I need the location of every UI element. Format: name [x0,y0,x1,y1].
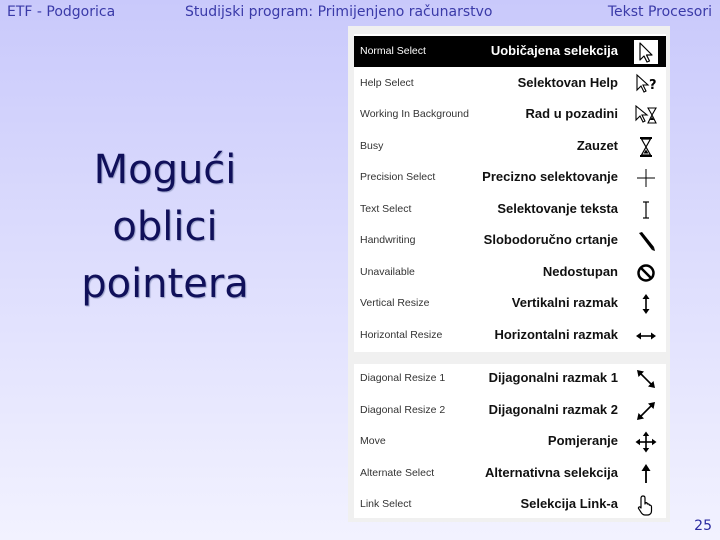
pointer-row [354,288,666,319]
pointer-label: Selektovan Help [517,74,618,90]
pointer-name-en: Alternate Select [360,466,435,479]
pointer-list [354,34,666,518]
pointer-row [354,363,666,394]
pointer-label: Precizno selektovanje [482,169,618,184]
pointer-row [354,426,666,457]
pointer-name-en: Move [360,435,386,447]
crosshair-icon [634,166,658,190]
pointer-name-en: Unavailable [360,265,415,278]
working-background-icon [634,103,658,127]
pointer-name-en: Vertical Resize [360,297,430,309]
slide-title [40,142,290,313]
i-beam-icon [634,198,658,222]
pointer-row [354,194,666,225]
pointer-list-panel [348,26,670,522]
header-program: Studijski program: Primijenjeno računarstvo [185,4,493,20]
pointer-label: Pomjeranje [547,433,618,448]
pointer-name-en: Normal Select [360,45,426,57]
pointer-name-en: Help Select [360,76,414,89]
pointer-label: Uobičajena selekcija [490,43,618,58]
hand-pointer-icon [634,493,658,517]
header-institution: ETF - Podgorica [7,4,116,20]
horizontal-resize-icon [634,324,658,348]
pointer-name-en: Handwriting [360,234,416,246]
header-topic: Tekst Procesori [607,4,712,20]
title-line-3: pointera [81,261,249,307]
pointer-label: Selekcija Link-a [520,496,618,511]
diagonal-resize-2-icon [634,399,658,423]
pointer-row [354,395,666,426]
pointer-row [354,99,666,130]
arrow-pointer-icon [634,40,658,64]
pointer-row [354,320,666,351]
pointer-label: Alternativna selekcija [485,464,618,480]
pointer-name-en: Text Select [360,202,412,215]
pointer-row [354,225,666,256]
pointer-row [354,489,666,520]
pointer-label: Vertikalni razmak [511,295,618,310]
pointer-label: Nedostupan [542,263,618,279]
title-line-1: Mogući [93,147,237,193]
pointer-name-en: Link Select [360,498,412,510]
pointer-name-en: Diagonal Resize 1 [360,372,446,384]
pointer-label: Rad u pozadini [525,106,618,121]
pointer-row [354,257,666,288]
up-arrow-icon [634,462,658,486]
help-pointer-icon [634,72,658,96]
pointer-label: Zauzet [576,137,618,153]
title-line-2: oblici [112,204,218,250]
pointer-row [354,458,666,489]
pointer-label: Slobodoručno crtanje [483,232,618,247]
pointer-row [354,36,666,67]
pointer-row [354,68,666,99]
pointer-label: Dijagonalni razmak 1 [488,370,618,385]
pointer-row [354,162,666,193]
diagonal-resize-1-icon [634,367,658,391]
pointer-row [354,131,666,162]
svg-text:?: ? [649,77,657,93]
pointer-label: Horizontalni razmak [494,326,618,342]
pointer-label: Dijagonalni razmak 2 [488,401,618,417]
vertical-resize-icon [634,292,658,316]
pointer-name-en: Diagonal Resize 2 [360,403,446,416]
page-number: 25 [694,518,712,534]
pointer-name-en: Horizontal Resize [360,328,443,341]
move-icon [634,430,658,454]
pointer-label: Selektovanje teksta [497,200,618,216]
pointer-name-en: Precision Select [360,171,436,183]
hourglass-icon [634,135,658,159]
pen-icon [634,229,658,253]
unavailable-icon [634,261,658,285]
pointer-name-en: Working In Background [360,108,469,120]
pointer-name-en: Busy [360,139,384,152]
